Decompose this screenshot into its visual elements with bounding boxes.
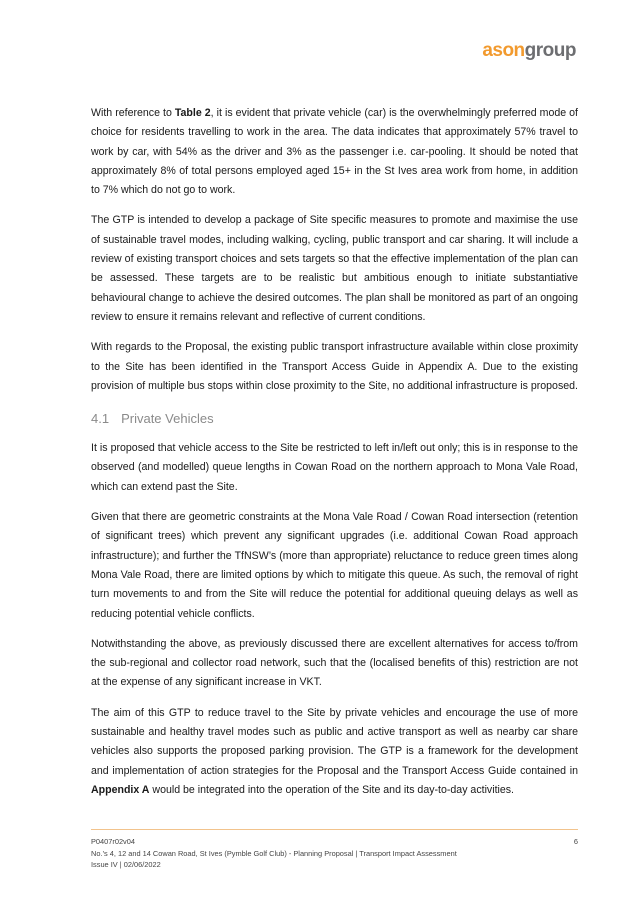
paragraph-text: would be integrated into the operation of the Site and its day-to-day activities. (149, 783, 514, 796)
paragraph-public-transport: With regards to the Proposal, the existing public transport infrastructure available within close proximity to the Site has been identified in the Transport Access Guide in Appendix A. Due to the existing provision of multiple bus stops within close proximity to the Site, no additional infrastructure is proposed. (91, 341, 578, 392)
paragraph-gtp-intent: The GTP is intended to develop a package of Site specific measures to promote and maximise the use of sustainable travel modes, including walking, cycling, public transport and car sharing. It will include a review of existing transport choices and sets targets so that the effective implementation of the plan can be assessed. These targets are to be realistic but ambitious enough to initiate substantiative behavioural change to achieve the desired outcomes. The plan shall be monitored as part of an ongoing review to ensure it remains relevant and reflective of current conditions. (91, 214, 578, 323)
paragraph-gtp-aim (91, 704, 578, 800)
logo-part-group: group (524, 40, 576, 61)
page-footer (91, 836, 578, 871)
project-description: No.’s 4, 12 and 14 Cowan Road, St Ives (Pymble Golf Club) - Planning Proposal | Transport Impact Assessment (91, 848, 457, 858)
section-heading-private-vehicles (91, 410, 578, 428)
logo-part-ason: ason (482, 40, 525, 61)
paragraph-table2-reference (91, 104, 578, 200)
paragraph-alternatives: Notwithstanding the above, as previously discussed there are excellent alternatives for access to/from the sub-regional and collector road network, such that the (localised benefits of this) restriction are not at the expense of any significant increase in VKT. (91, 637, 578, 689)
page-number: 6 (573, 837, 578, 846)
paragraph-vehicle-access: It is proposed that vehicle access to the Site be restricted to left in/left out only; this is in response to the observed (and modelled) queue lengths in Cowan Road on the northern approach to Mona Vale Road, which can extend past the Site. (91, 442, 578, 493)
issue-date: Issue IV | 02/06/2022 (91, 860, 161, 869)
paragraph-text: The aim of this GTP to reduce travel to the Site by private vehicles and encourage the use of more sustainable and healthy travel modes such as public and active transport as well as nearby car share vehicles also supports the proposed parking provision. The GTP is a framework for the development and implementation of action strategies for the Proposal and the Transport Access Guide contained in (91, 706, 578, 777)
paragraph-text: , it is evident that private vehicle (car) is the overwhelmingly preferred mode of choice for residents travelling to work in the area. The data indicates that approximately 57% travel to work by car, with 54% as the driver and 3% as the passenger i.e. car-pooling. It should be noted that approximately 8% of total persons employed aged 15+ in the St Ives area work from home, in addition to 7% which do not go to work. (91, 107, 578, 197)
footer-divider (91, 829, 578, 830)
paragraph-text: With reference to (91, 107, 175, 119)
company-logo (482, 40, 576, 62)
table-2-reference: Table 2 (174, 107, 211, 119)
appendix-a-reference: Appendix A (91, 783, 150, 796)
section-number: 4.1 (91, 411, 110, 427)
document-reference: P0407r02v04 (91, 837, 135, 846)
document-body (91, 104, 578, 811)
section-title: Private Vehicles (121, 411, 214, 427)
paragraph-geometric-constraints: Given that there are geometric constraints at the Mona Vale Road / Cowan Road intersection (retention of significant trees) which prevent any significant upgrades (i.e. additional Cowan Road approach infrastructure); and further the TfNSW’s (more than appropriate) reluctance to reduce green times along Mona Vale Road, there are limited options by which to mitigate this queue. As such, the removal of right turn movements to and from the Site will reduce the potential for additional queuing delays as well as reducing potential vehicle conflicts. (91, 511, 578, 620)
